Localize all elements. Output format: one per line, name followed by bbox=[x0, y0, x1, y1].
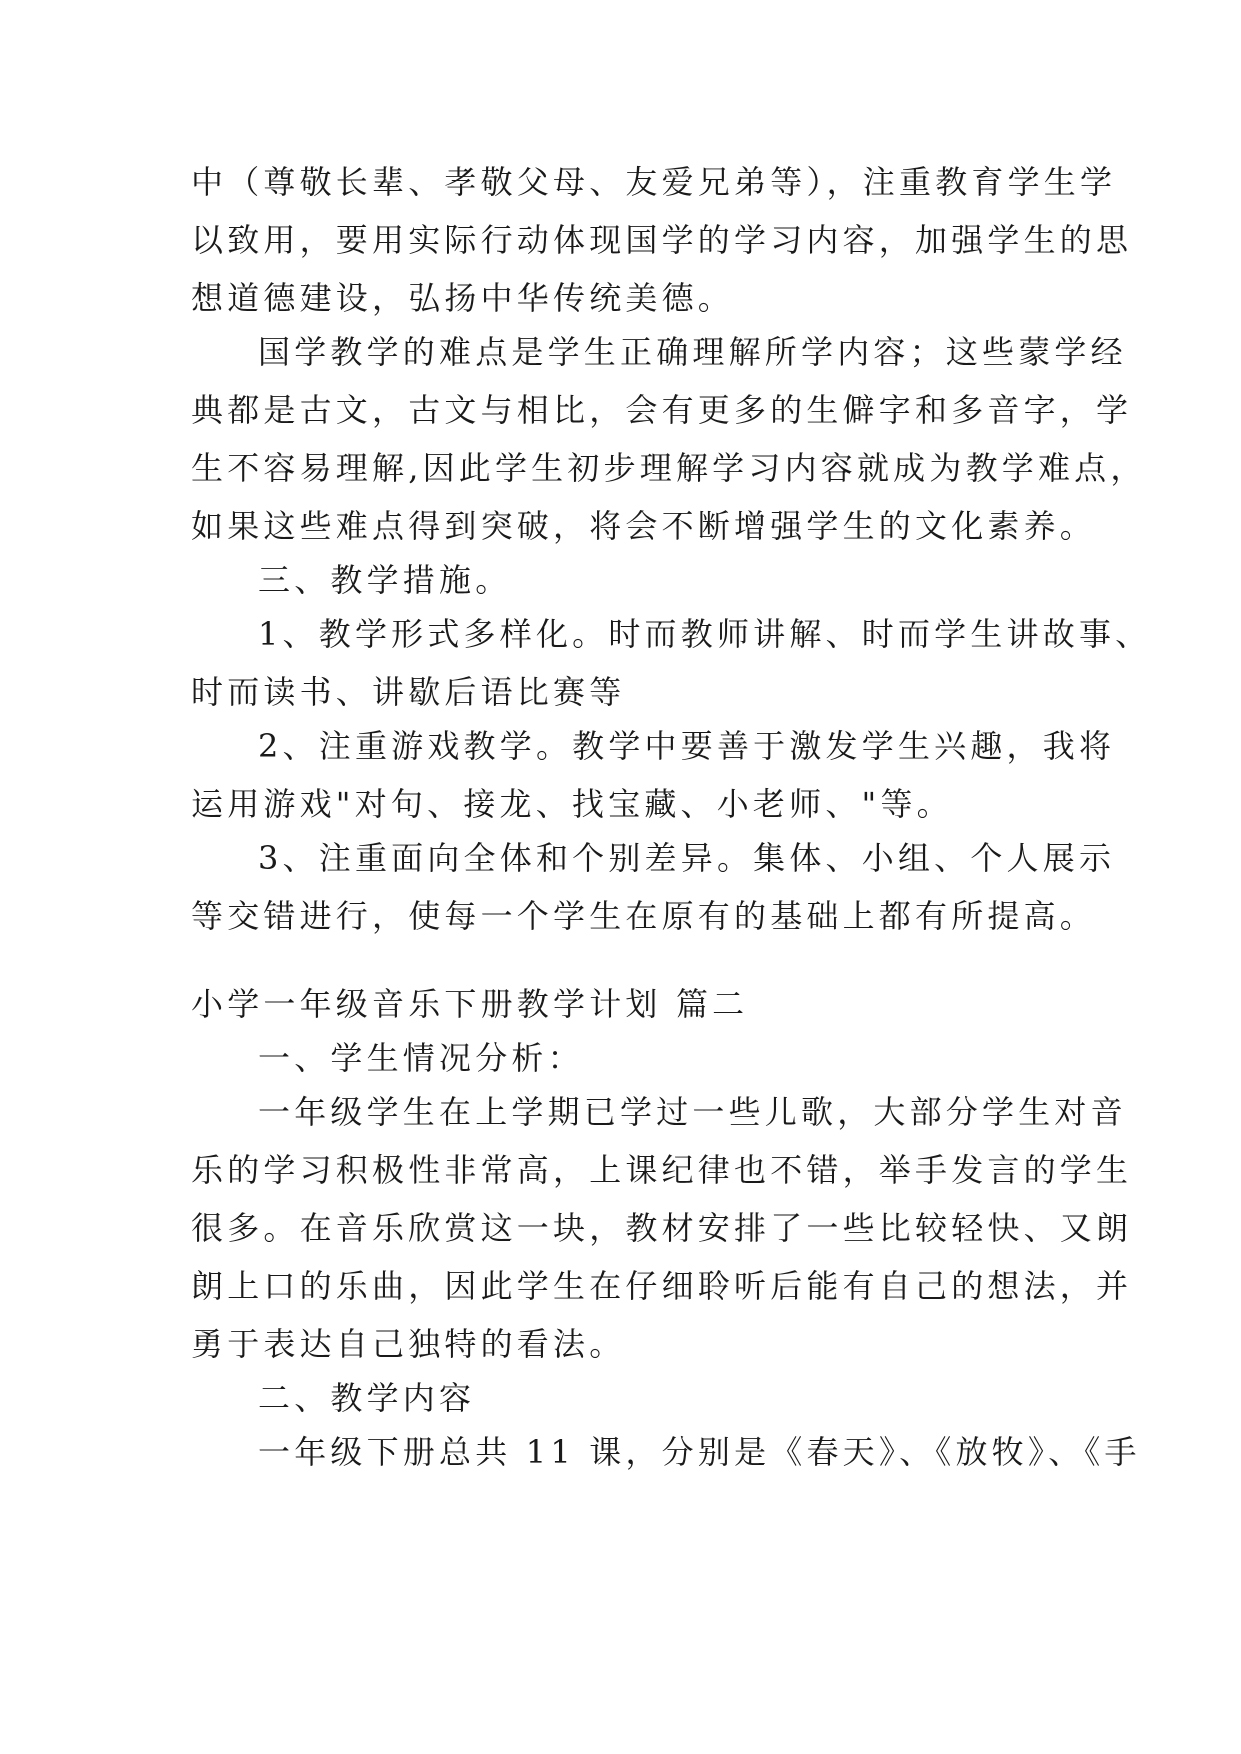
paragraph bbox=[191, 1090, 1133, 1366]
text-line: 国学教学的难点是学生正确理解所学内容；这些蒙学经 bbox=[258, 333, 1127, 371]
text-line: 很多。在音乐欣赏这一块，教材安排了一些比较轻快、又朗 bbox=[191, 1209, 1133, 1247]
text-line: 以致用，要用实际行动体现国学的学习内容，加强学生的思 bbox=[191, 221, 1133, 259]
text-line: 一年级学生在上学期已学过一些儿歌，大部分学生对音 bbox=[258, 1093, 1127, 1131]
section-heading bbox=[191, 558, 1051, 602]
text-line: 生不容易理解,因此学生初步理解学习内容就成为教学难点， bbox=[191, 449, 1147, 487]
text-line: 一、学生情况分析： bbox=[258, 1039, 584, 1077]
text-line: 中（尊敬长辈、孝敬父母、友爱兄弟等），注重教育学生学 bbox=[191, 163, 1117, 201]
text-line: 一年级下册总共 11 课，分别是《春天》、《放牧》、《手 bbox=[258, 1433, 1141, 1471]
text-line: 时而读书、讲歇后语比赛等 bbox=[191, 673, 626, 711]
text-line: 3、注重面向全体和个别差异。集体、小组、个人展示 bbox=[258, 839, 1116, 877]
text-line: 朗上口的乐曲，因此学生在仔细聆听后能有自己的想法，并 bbox=[191, 1267, 1133, 1305]
text-line: 典都是古文，古文与相比，会有更多的生僻字和多音字，学 bbox=[191, 391, 1133, 429]
text-line: 1、教学形式多样化。时而教师讲解、时而学生讲故事、 bbox=[258, 615, 1152, 653]
paragraph bbox=[191, 330, 1147, 548]
paragraph bbox=[191, 160, 1133, 320]
text-line: 三、教学措施。 bbox=[258, 561, 512, 599]
paragraph bbox=[191, 612, 1152, 714]
text-line: 想道德建设，弘扬中华传统美德。 bbox=[191, 279, 735, 317]
text-line: 如果这些难点得到突破，将会不断增强学生的文化素养。 bbox=[191, 507, 1097, 545]
text-line: 小学一年级音乐下册教学计划 篇二 bbox=[191, 985, 749, 1023]
document-body bbox=[191, 160, 1152, 1474]
paragraph bbox=[191, 836, 1116, 938]
text-line: 勇于表达自己独特的看法。 bbox=[191, 1325, 626, 1363]
section-heading bbox=[191, 1376, 1051, 1420]
text-line: 2、注重游戏教学。教学中要善于激发学生兴趣，我将 bbox=[258, 727, 1116, 765]
text-line: 二、教学内容 bbox=[258, 1379, 476, 1417]
text-line: 运用游戏"对句、接龙、找宝藏、小老师、"等。 bbox=[191, 785, 953, 823]
paragraph bbox=[191, 724, 1116, 826]
section-heading bbox=[191, 1036, 1051, 1080]
text-line: 乐的学习积极性非常高，上课纪律也不错，举手发言的学生 bbox=[191, 1151, 1133, 1189]
article-title bbox=[191, 982, 1051, 1026]
text-line: 等交错进行，使每一个学生在原有的基础上都有所提高。 bbox=[191, 897, 1097, 935]
paragraph bbox=[191, 1430, 1141, 1474]
